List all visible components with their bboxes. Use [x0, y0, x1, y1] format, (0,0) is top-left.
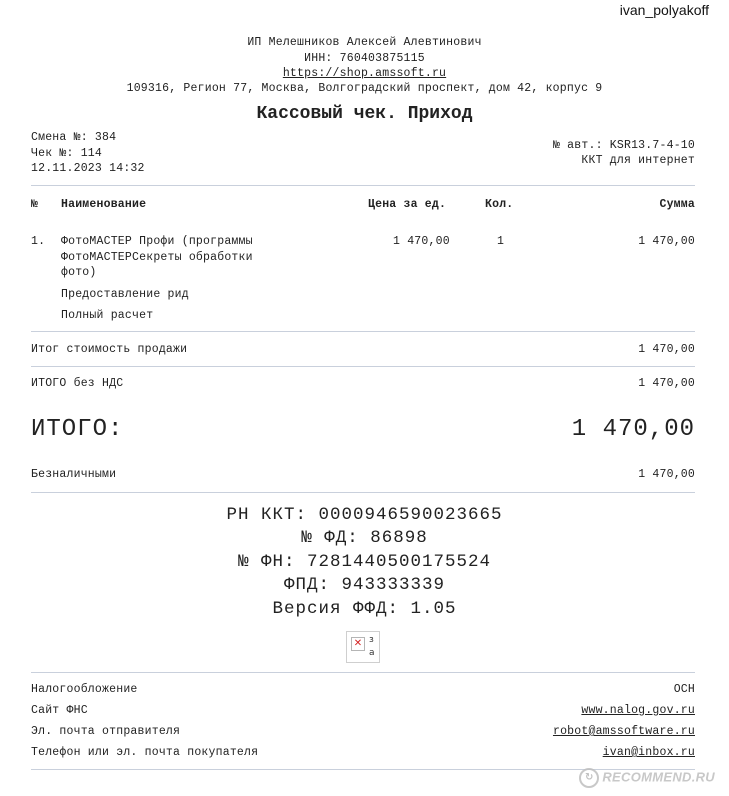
sale-total-value: 1 470,00	[638, 343, 695, 356]
auto-number: № авт.: KSR13.7-4-10	[552, 139, 695, 152]
broken-image-icon: ✕	[351, 637, 365, 651]
recommend-logo-icon: ↻	[579, 768, 599, 788]
receipt-datetime: 12.11.2023 14:32	[31, 162, 145, 175]
no-vat-value: 1 470,00	[638, 377, 695, 390]
divider	[31, 366, 695, 367]
grand-total-label: ИТОГО:	[31, 416, 124, 443]
qr-alt-text: за	[369, 635, 375, 658]
grand-total-value: 1 470,00	[571, 416, 695, 443]
divider	[31, 185, 695, 186]
buyer-contact-label: Телефон или эл. почта покупателя	[31, 746, 259, 759]
check-number: Чек №: 114	[31, 147, 103, 160]
divider	[31, 492, 695, 493]
col-qty-header: Кол.	[485, 198, 514, 211]
col-price-header: Цена за ед.	[368, 198, 447, 211]
seller-name: ИП Мелешников Алексей Алевтинович	[247, 36, 482, 49]
item-qty: 1	[497, 235, 505, 248]
divider	[31, 331, 695, 332]
no-vat-label: ИТОГО без НДС	[31, 377, 124, 390]
item-subject: Предоставление рид	[61, 288, 189, 301]
seller-address: 109316, Регион 77, Москва, Волгоградский проспект, дом 42, корпус 9	[126, 82, 603, 95]
sale-total-label: Итог стоимость продажи	[31, 343, 188, 356]
cashless-label: Безналичными	[31, 468, 117, 481]
item-price: 1 470,00	[393, 235, 450, 248]
username-watermark: ivan_polyakoff	[619, 2, 709, 18]
fns-site-label: Сайт ФНС	[31, 704, 88, 717]
divider	[31, 672, 695, 673]
seller-inn: ИНН: 760403875115	[304, 52, 425, 65]
rn-kkt: РН ККТ: 0000946590023665	[226, 505, 503, 525]
item-payment-method: Полный расчет	[61, 309, 154, 322]
col-num-header: №	[31, 198, 39, 211]
item-name-line: фото)	[61, 266, 97, 279]
shift-number: Смена №: 384	[31, 131, 117, 144]
col-sum-header: Сумма	[659, 198, 695, 211]
ffd-version: Версия ФФД: 1.05	[272, 599, 457, 619]
item-name-line: ФотоМАСТЕРСекреты обработки	[61, 251, 253, 264]
shop-link[interactable]: https://shop.amssoft.ru	[282, 67, 447, 80]
kkt-type: ККТ для интернет	[581, 154, 695, 167]
tax-label: Налогообложение	[31, 683, 138, 696]
sender-email-link[interactable]: robot@amssoftware.ru	[552, 725, 695, 738]
cashless-value: 1 470,00	[638, 468, 695, 481]
fns-site-link[interactable]: www.nalog.gov.ru	[581, 704, 695, 717]
qr-code-broken-image	[346, 631, 380, 663]
fn-number: № ФН: 7281440500175524	[237, 552, 492, 572]
sender-email-label: Эл. почта отправителя	[31, 725, 181, 738]
fpd-value: ФПД: 943333339	[283, 575, 446, 595]
buyer-contact-link[interactable]: ivan@inbox.ru	[602, 746, 695, 759]
row-num: 1.	[31, 235, 46, 248]
tax-value: ОСН	[673, 683, 695, 696]
item-name-line: ФотоМАСТЕР Профи (программы	[61, 235, 253, 248]
receipt-title: Кассовый чек. Приход	[256, 104, 473, 124]
site-watermark	[579, 768, 715, 788]
fd-number: № ФД: 86898	[301, 528, 428, 548]
item-sum: 1 470,00	[638, 235, 695, 248]
site-watermark-text: RECOMMEND.RU	[602, 769, 715, 785]
col-name-header: Наименование	[61, 198, 147, 211]
